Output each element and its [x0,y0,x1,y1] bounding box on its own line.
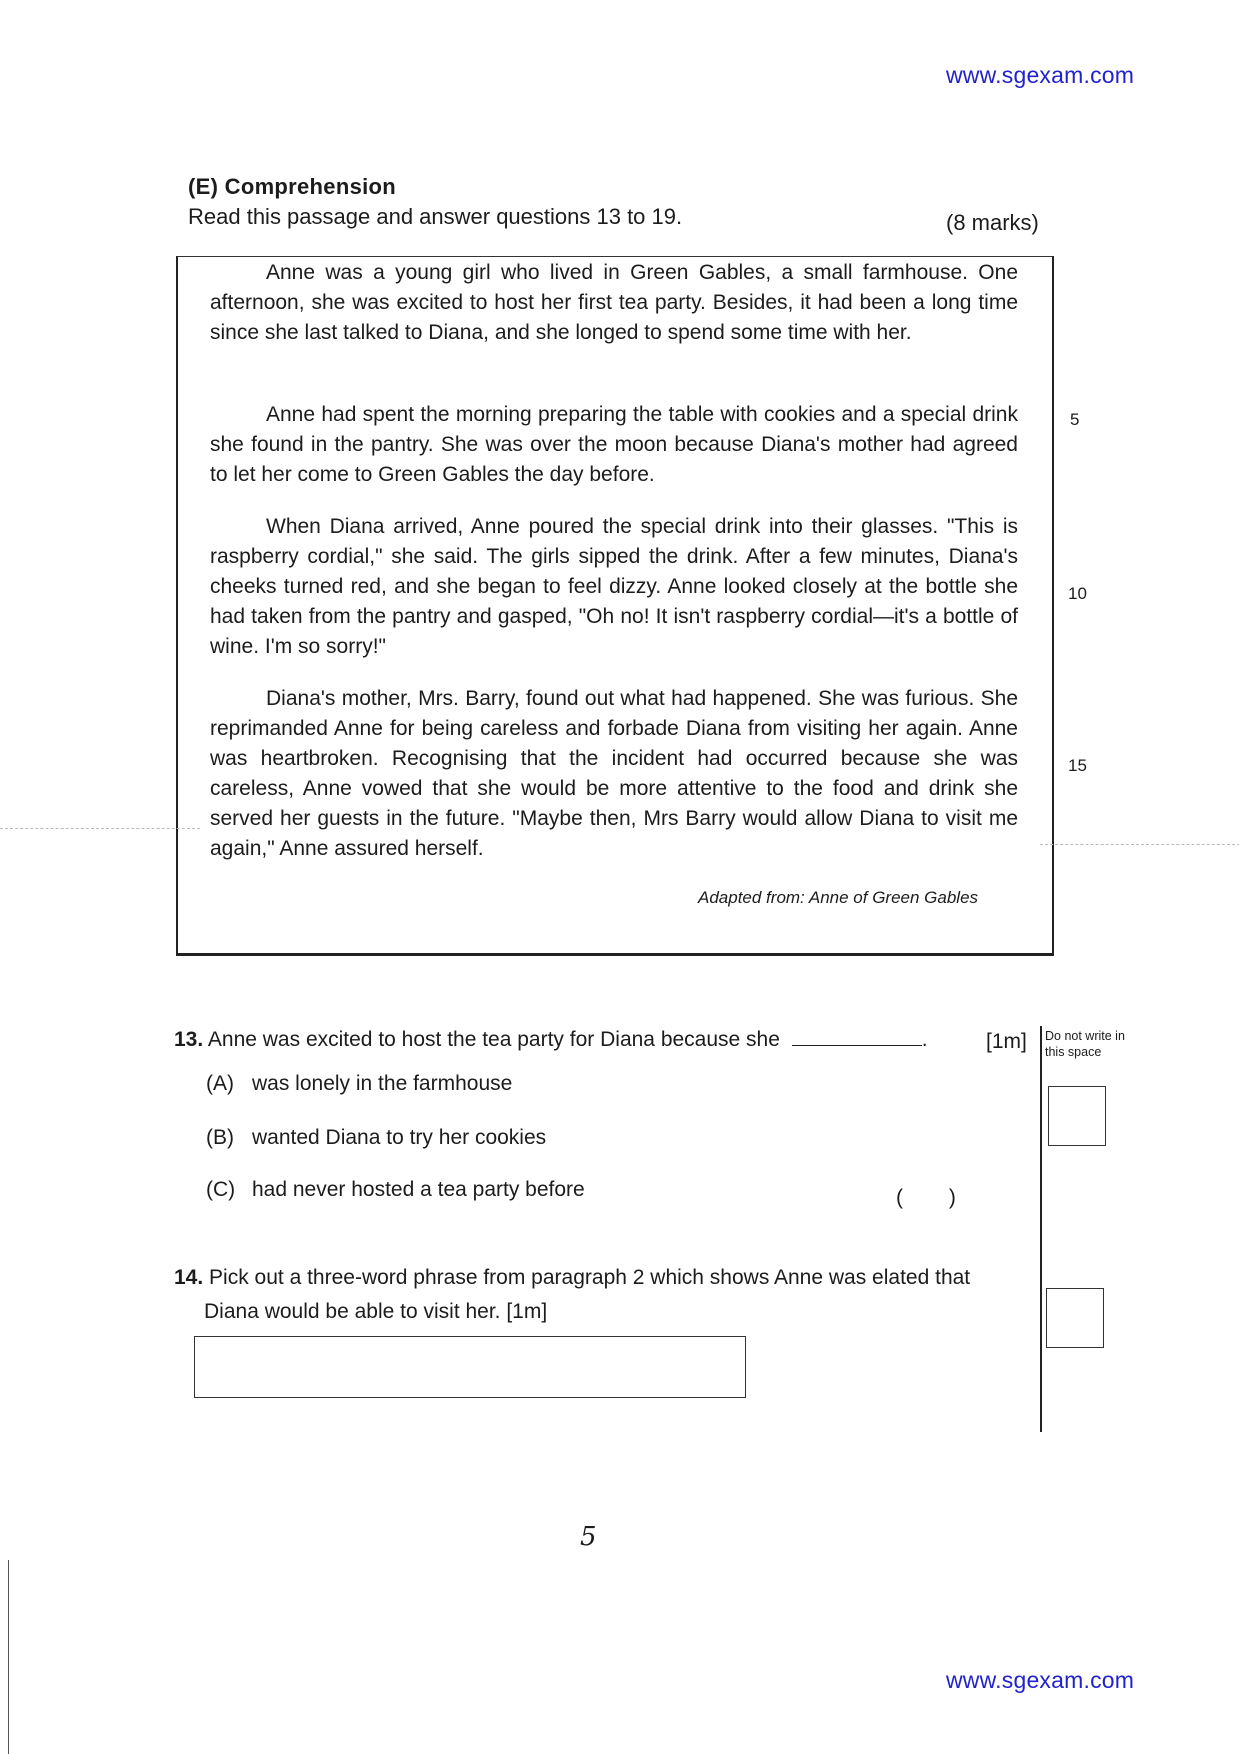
answer-box[interactable] [194,1336,746,1398]
question-13 [174,1024,928,1056]
question-end: . [921,1028,928,1051]
option-text: was lonely in the farmhouse [252,1072,513,1095]
answer-blank [792,1025,922,1046]
option-a[interactable] [206,1072,512,1096]
scan-artifact-line [1040,844,1239,846]
option-text: wanted Diana to try her cookies [252,1126,547,1149]
option-letter: (C) [206,1178,236,1201]
option-letter: (A) [206,1072,234,1095]
option-b[interactable] [206,1126,546,1150]
line-number-15: 15 [1068,756,1087,775]
section-instruction: Read this passage and answer questions 13 to 19. [188,204,683,229]
section-marks: (8 marks) [946,210,1039,235]
question-14-line-2: Diana would be able to visit her. [1m] [204,1300,548,1323]
footer-website-link[interactable]: www.sgexam.com [946,1667,1135,1693]
score-box-q13 [1048,1086,1106,1146]
header-website-link[interactable]: www.sgexam.com [946,62,1135,88]
page-number: 5 [580,1522,597,1552]
question-13-mark: [1m] [986,1030,1027,1053]
margin-note: Do not write in this space [1045,1029,1125,1059]
line-number-5: 5 [1070,410,1080,429]
score-box-q14 [1046,1288,1104,1348]
scan-edge-line [8,1560,9,1754]
margin-rule [1040,1026,1042,1432]
answer-bracket[interactable]: ( ) [896,1186,956,1209]
option-letter: (B) [206,1126,234,1149]
scan-artifact-line [0,828,200,830]
question-text: Pick out a three-word phrase from paragraph 2 which shows Anne was elated that [209,1266,971,1289]
passage-paragraph-1: Anne was a young girl who lived in Green Gables, a small farmhouse. One afternoon, she was excited to host her first tea party. Besides, it had been a long time since she last talked to Diana, and she longed to spend some time with her. [210,261,1018,344]
section-title: (E) Comprehension [188,174,396,199]
passage-paragraph-2: Anne had spent the morning preparing the table with cookies and a special drink she found in the pantry. She was over the moon because Diana's mother had agreed to let her come to Green Gables the day before. [210,403,1018,486]
line-number-10: 10 [1068,584,1087,603]
passage-paragraph-3: When Diana arrived, Anne poured the special drink into their glasses. "This is raspberry cordial," she said. The girls sipped the drink. After a few minutes, Diana's cheeks turned red, and she began to feel dizzy. Anne looked closely at the bottle she had taken from the pantry and gasped, "Oh no! It isn't raspberry cordial—it's a bottle of wine. I'm so sorry!" [210,515,1018,658]
question-14 [174,1262,1034,1294]
question-text: Anne was excited to host the tea party for Diana because she [207,1028,780,1051]
question-number: 14. [174,1266,204,1289]
passage-paragraph-4: Diana's mother, Mrs. Barry, found out what had happened. She was furious. She reprimanded Anne for being careless and forbade Diana from visiting her again. Anne was heartbroken. Recognising that the incident had occurred because she was careless, Anne vowed that she would be more attentive to the food and drink she served her guests in the future. "Maybe then, Mrs Barry would allow Diana to visit me again," Anne assured herself. [210,687,1018,860]
passage-source: Adapted from: Anne of Green Gables [698,888,979,907]
option-c[interactable] [206,1178,585,1202]
question-number: 13. [174,1028,204,1051]
option-text: had never hosted a tea party before [252,1178,585,1201]
